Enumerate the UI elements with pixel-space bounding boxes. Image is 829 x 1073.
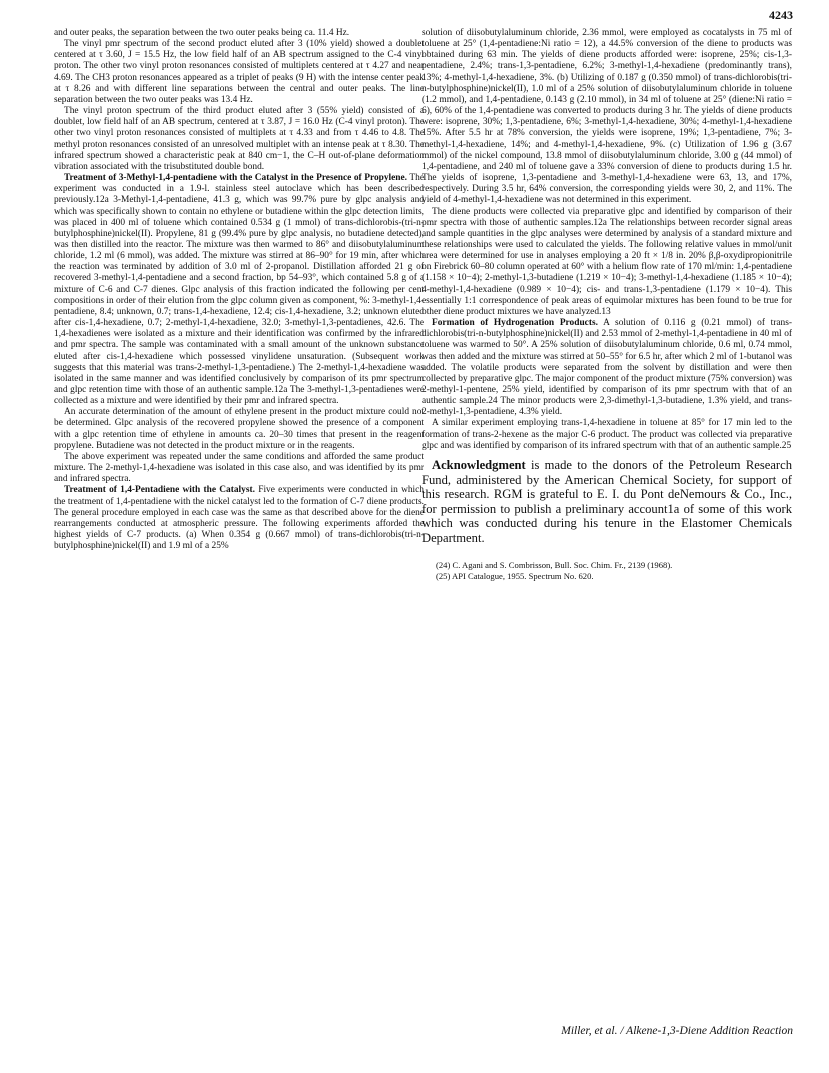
paragraph-text: and outer peaks, the separation between the two outer peaks being ca. 11.4 Hz. [54, 28, 350, 38]
paragraph-text: An accurate determination of the amount of ethylene present in the product mixture could not be determined. Glpc analysis of the recovered propylene showed the presence of a component with a glpc retention time of ethylene in amounts ca. 20–30 times that present in the reagent propylene. Butadiene was not detected in the product mixture or in the reagents. [54, 407, 424, 451]
running-footer: Miller, et al. / Alkene-1,3-Diene Addition Reaction [561, 1025, 793, 1037]
paragraph-text: Five experiments were conducted in which the treatment of 1,4-pentadiene with the nickel catalyst led to the formation of C-7 diene products. The general procedure employed in each case was the same as that described above for the diene rearrangements conducted at atmospheric pressure. The following experiments afforded the highest yields of C-7 products. (a) When 0.354 g (0.667 mmol) of trans-dichlorobis(tri-n-butylphosphine)nickel(II) and 1.9 ml of a 25% [54, 485, 424, 552]
paragraph [54, 173, 424, 407]
acknowledgment [422, 458, 792, 546]
reference-25: (25) API Catalogue, 1955. Spectrum No. 620. [436, 570, 594, 581]
right-column [422, 28, 792, 582]
reference-24: (24) C. Agani and S. Combrisson, Bull. Soc. Chim. Fr., 2139 (1968). [436, 559, 673, 570]
paragraph [422, 207, 792, 319]
paragraph [54, 407, 424, 452]
left-column [54, 28, 424, 552]
section-title: Treatment of 3-Methyl-1,4-pentadiene with the Catalyst in the Presence of Propylene. [64, 173, 408, 184]
section-title: Formation of Hydrogenation Products. [432, 318, 598, 329]
paragraph [54, 39, 424, 106]
paragraph [54, 452, 424, 485]
paragraph [422, 418, 792, 451]
paragraph [422, 318, 792, 418]
paragraph-text: The vinyl proton spectrum of the third product eluted after 3 (55% yield) consisted of a doublet, low field half of an AB spectrum, centered at τ 3.87, J = 16.0 Hz (C-4 vinyl proton). The other two vinyl proton resonances consisted of multiplets at τ 4.33 and from τ 4.46 to 4.8. The methyl proton resonances consisted of an unresolved multiplet with an intense peak at τ 8.30. The infrared spectrum showed a characteristic peak at 840 cm−1, the C–H out-of-plane deformation vibration associated with the trisubstituted double bond. [54, 106, 424, 172]
references [422, 560, 792, 582]
paragraph-text: solution of diisobutylaluminum chloride, 2.36 mmol, were employed as cocatalysts in 75 ml of toluene at 25° (1,4-pentadiene:Ni ratio = 12), a 44.5% conversion of the diene to products was obtained during 63 min. The yields of diene products afforded were: isoprene, 25%; cis-1,3-pentadiene, 2.4%; trans-1,3-pentadiene, 6.2%; 3-methyl-1,4-hexadiene (predominantly trans), 13%; 4-methyl-1,4-hexadiene, 3%. (b) Utilizing of 0.187 g (0.350 mmol) of trans-dichlorobis(tri-n-butylphosphine)nickel(II), 1.0 ml of a 25% solution of diisobutylaluminum chloride in toluene (1.2 mmol), and 1,4-pentadiene, 0.143 g (2.10 mmol), in 34 ml of toluene at 25° (diene:Ni ratio = 6), 60% of the 1,4-pentadiene was converted to products during 3 hr. The yields of diene products were: isoprene, 30%; 1,3-pentadiene, 6%; 3-methyl-1,4-hexadiene, 30%; 4-methyl-1,4-hexadiene 15%. After 5.5 hr at 78% conversion, the yields were isoprene, 19%; 1,3-pentadiene, 7%; 3-methyl-1,4-hexadiene, 14%; and 4-methyl-1,4-hexadiene, 9%. (c) Utilization of 1.96 g (3.67 mmol) of the nickel compound, 13.8 mmol of diisobutylaluminum chloride, 3.00 g (44 mmol) of 1,4-pentadiene, and 240 ml of toluene gave a 33% conversion of diene to products during 1.5 hr. The yields of isoprene, 1,3-pentadiene and 3-methyl-1,4-hexadiene were 63, 13, and 17%, respectively. During 3.5 hr, 64% conversion, the corresponding yields were 30, 2, and 11%. The yield of 4-methyl-1,4-hexadiene was not determined in this experiment. [422, 28, 792, 206]
paragraph-text: A solution of 0.116 g (0.21 mmol) of trans-dichlorobis(tri-n-butylphosphine)nickel(II) and 2.53 mmol of 2-methyl-1,4-pentadiene in 40 ml of toluene was warmed to 50°. A 25% solution of diisobutylaluminum chloride, 0.6 ml, 0.74 mmol, was then added and the mixture was stirred at 50–55° for 6.5 hr, after which 2 ml of 1-butanol was added. The volatile products were separated from the solvent by distillation and were then collected by preparative glpc. The major component of the product mixture (75% conversion) was 2-methyl-1-pentene, 25% yield, identified by comparison of its pmr spectrum with that of an authentic sample.24 The minor products were 2,3-dimethyl-1,3-butadiene, 1.3% yield, and trans-2-methyl-1,3-pentadiene, 4.3% yield. [422, 318, 792, 418]
paragraph-text: The vinyl pmr spectrum of the second product eluted after 3 (10% yield) showed a doublet centered at τ 3.60, J = 15.5 Hz, the low field half of an AB spectrum assigned to the C-4 vinyl proton. The other two vinyl proton resonances consisted of multiplets centered at τ 4.27 and near 4.69. The CH3 proton resonances appeared as a triplet of peaks (9 H) with the intense center peak at τ 8.26 and with different line separations between the central and outer peaks. The line separation between the two outer peaks was 13.4 Hz. [54, 39, 424, 105]
page-number: 4243 [769, 8, 793, 22]
section-title: Treatment of 1,4-Pentadiene with the Catalyst. [64, 485, 255, 496]
paragraph [54, 28, 424, 39]
paragraph [54, 106, 424, 173]
paragraph-text: The diene products were collected via preparative glpc and identified by comparison of their pmr spectra with those of authentic samples.12a The relationships between recorder signal areas and sample quantities in the glpc analyses were determined by analysis of a standard mixture and these relationships were used to calculated the yields. The following relative values in mmol/unit area were determined for use in analyses employing a 20 ft × 1/8 in. 20% β,β-oxydipropionitrile on Firebrick 60–80 column operated at 60° with a helium flow rate of 170 ml/min: 1,4-pentadiene (1.158 × 10−4); 2-methyl-1,3-butadiene (1.219 × 10−4); 3-methyl-1,4-hexadiene (1.185 × 10−4); 4-methyl-1,4-hexadiene (0.989 × 10−4); cis- and trans-1,3-pentadiene (1.179 × 10−4). This essentially 1:1 correspondence of peak areas of equimolar mixtures has been found to be true for other diene product mixtures we have analyzed.13 [422, 206, 792, 317]
acknowledgment-text: is made to the donors of the Petroleum Research Fund, administered by the American Chemical Society, for support of this research. RGM is grateful to E. I. du Pont deNemours & Co., Inc., for permission to publish a preliminary account1a of some of this work which was conducted during his tenure in the Elastomer Chemicals Department. [422, 457, 792, 545]
acknowledgment-title: Acknowledgment [432, 457, 526, 472]
paragraph-text: The experiment was conducted in a 1.9-l. stainless steel autoclave which has been described previously.12a 3-Methyl-1,4-pentadiene, 41.3 g, which was 99.7% pure by glpc analysis and which was specifically shown to contain no ethylene or butadiene within the glpc detection limits, was placed in 400 ml of toluene which contained 0.534 g (1 mmol) of trans-dichlorobis-(tri-n-butylphosphine)nickel(II). Propylene, 81 g (99.4% pure by glpc analysis, no butadiene detected), was then distilled into the reactor. The mixture was then warmed to 86° and diisobutylaluminum chloride, 1.2 ml (6 mmol), was added. The mixture was stirred at 86–90° for 19 min, after which the reaction was terminated by addition of 3.0 ml of 2-propanol. Distillation afforded 21 g of recovered 3-methyl-1,4-pentadiene and a second fraction, bp 54–93°, which contained 5.8 g of a mixture of C-6 and C-7 dienes. Glpc analysis of this fraction indicated the following per cent compositions in order of their elution from the glpc column given as component, %: 3-methyl-1,4-pentadiene, 8.4; unknown, 0.7; trans-1,4-hexadiene, 12.4; cis-1,4-hexadiene, 3.2; unknown eluted after cis-1,4-hexadiene, 0.7; 2-methyl-1,4-hexadiene, 32.0; 3-methyl-1,3-pentadienes, 42.6. The 1,4-hexadienes were isolated as a mixture and their identification was confirmed by the infrared and pmr spectra. The sample was contaminated with a small amount of the unknown substance eluted after cis-1,4-hexadiene which possessed vinylidene unsaturation. (Subsequent work suggests that this material was trans-2-methyl-1,3-pentadiene.) The 2-methyl-1,4-hexadiene was isolated in the same manner and was identified conclusively by comparison of its pmr spectrum and glpc retention time with those of an authentic sample.12a The 3-methyl-1,3-pentadienes were collected as a mixture and were identified by their pmr and infrared spectra. [54, 173, 424, 407]
paragraph [54, 485, 424, 552]
paragraph-text: A similar experiment employing trans-1,4-hexadiene in toluene at 85° for 17 min led to the formation of trans-2-hexene as the major C-6 product. The product was collected via preparative glpc and was identified by comparison of its infrared spectrum with that of an authentic sample.25 [422, 418, 792, 451]
paragraph [422, 28, 792, 207]
paragraph-text: The above experiment was repeated under the same conditions and afforded the same product mixture. The 2-methyl-1,4-hexadiene was isolated in this case also, and was identified by its pmr and infrared spectra. [54, 451, 424, 485]
